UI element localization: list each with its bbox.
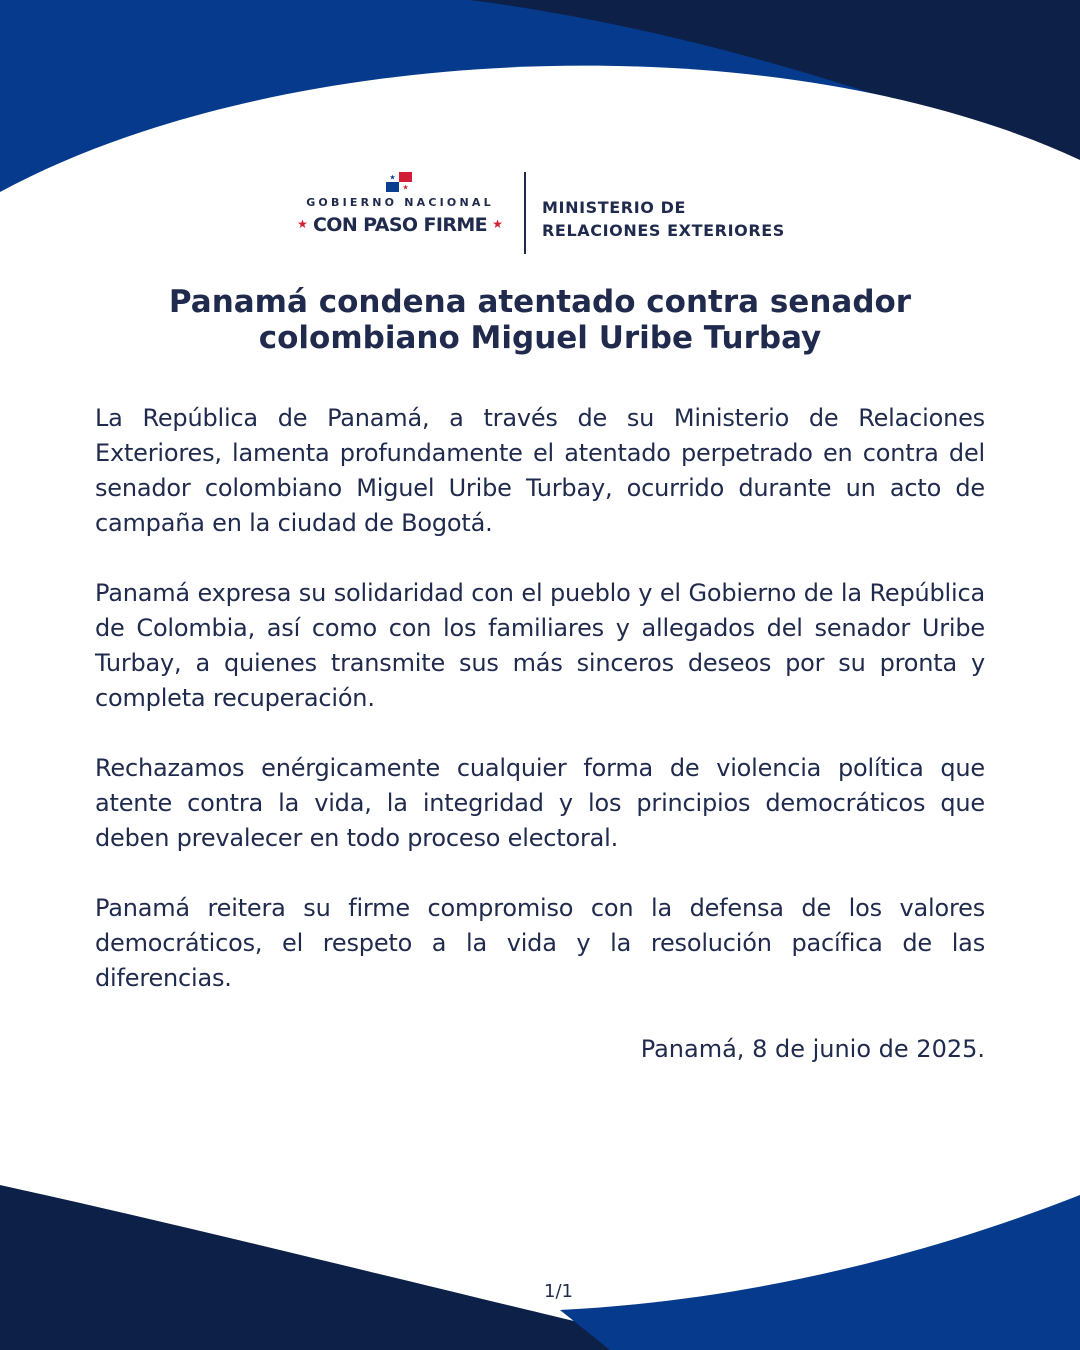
title-line2: colombiano Miguel Uribe Turbay: [258, 320, 822, 356]
logo-divider: [524, 172, 526, 254]
red-star-icon: ★: [297, 217, 308, 231]
date-line: Panamá, 8 de junio de 2025.: [640, 1035, 985, 1063]
ministerio-logo: [542, 196, 785, 242]
paragraph: La República de Panamá, a través de su Ministerio de Relaciones Exteriores, lamenta profundamente el atentado perpetrado en contra del senador colombiano Miguel Uribe Turbay, ocurrido durante un acto de campaña en la ciudad de Bogotá.: [95, 404, 985, 537]
gobierno-logo: [286, 168, 514, 248]
slogan-line: [286, 214, 514, 236]
header-logos: [0, 168, 1080, 258]
panama-flag-icon: [386, 172, 412, 192]
ministry-line1: MINISTERIO DE: [542, 198, 687, 217]
svg-text:★: ★: [389, 173, 396, 182]
ministry-line2: RELACIONES EXTERIORES: [542, 221, 785, 240]
gobierno-nacional-text: GOBIERNO NACIONAL: [306, 196, 494, 209]
statement-body: [95, 401, 985, 1031]
red-star-icon: ★: [492, 217, 503, 231]
page-indicator: 1/1: [544, 1281, 573, 1302]
slogan-text: CON PASO FIRME: [312, 214, 488, 236]
paragraph: Panamá expresa su solidaridad con el pueblo y el Gobierno de la República de Colombia, así como con los familiares y allegados del senador Uribe Turbay, a quienes transmite sus más sinceros deseos por su pronta y completa recuperación.: [95, 579, 985, 712]
page-title: [90, 284, 990, 356]
paragraph: Panamá reitera su firme compromiso con la defensa de los valores democráticos, el respeto a la vida y la resolución pacífica de las diferencias.: [95, 894, 985, 992]
svg-text:★: ★: [402, 183, 409, 192]
title-line1: Panamá condena atentado contra senador: [168, 284, 912, 320]
paragraph: Rechazamos enérgicamente cualquier forma de violencia política que atente contra la vida, la integridad y los principios democráticos que deben prevalecer en todo proceso electoral.: [95, 754, 985, 852]
